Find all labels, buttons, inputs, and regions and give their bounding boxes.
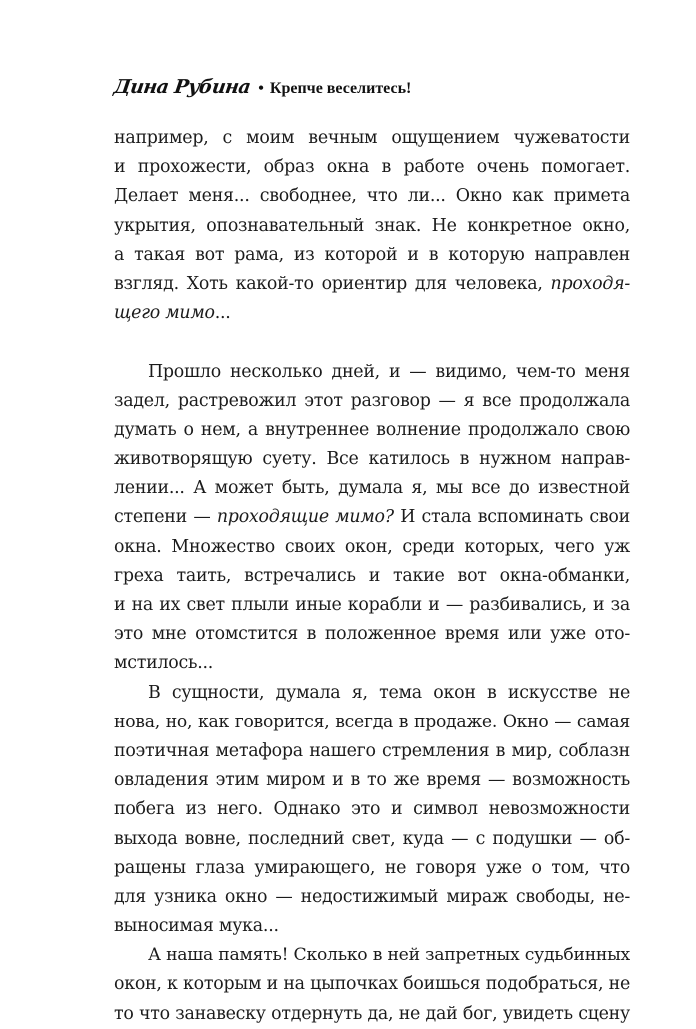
text-line: Прошло несколько дней, и — видимо, чем-то меня bbox=[148, 361, 630, 382]
body-text bbox=[114, 124, 630, 1029]
text-line: побега из него. Однако это и символ невозможности bbox=[114, 799, 630, 820]
italic-text: проходящие мимо? bbox=[216, 507, 394, 528]
text-span: ... bbox=[214, 303, 231, 324]
text-line: и прохожести, образ окна в работе очень помогает. bbox=[114, 157, 630, 178]
text-line bbox=[114, 270, 630, 299]
text-line: задел, растревожил этот разговор — я все продолжала bbox=[114, 390, 630, 411]
text-line: выхода вовне, последний свет, куда — с подушки — об- bbox=[114, 828, 630, 849]
text-line: укрытия, опознавательный знак. Не конкретное окно, bbox=[114, 215, 630, 236]
text-line: животворящую суету. Все катилось в нужном направ- bbox=[114, 449, 630, 470]
text-line: Делает меня... свободнее, что ли... Окно как примета bbox=[114, 186, 630, 207]
text-line: поэтичная метафора нашего стремления в мир, соблазн bbox=[114, 740, 630, 761]
text-line: лении... А может быть, думала я, мы все до известной bbox=[114, 478, 630, 499]
text-line bbox=[114, 503, 630, 532]
text-line: и на их свет плыли иные корабли и — разбивались, и за bbox=[114, 595, 630, 615]
text-line bbox=[114, 299, 630, 328]
text-line: греха таить, встречались и такие вот окна-обманки, bbox=[114, 565, 630, 586]
running-header bbox=[114, 76, 411, 98]
text-line: ращены глаза умирающего, не говоря уже о том, что bbox=[114, 857, 630, 878]
text-span: И стала вспоминать свои bbox=[393, 507, 630, 528]
text-span: степени — bbox=[114, 507, 217, 528]
italic-text: проходя- bbox=[550, 273, 630, 294]
header-separator: • bbox=[258, 80, 264, 97]
text-line: нова, но, как говорится, всегда в продаже. Окно — самая bbox=[114, 711, 630, 732]
text-line: овладения этим миром и в то же время — возможность bbox=[114, 770, 630, 791]
text-line: а такая вот рама, из которой и в которую направлен bbox=[114, 244, 630, 265]
text-line: то что занавеску отдернуть да, не дай бог, увидеть сцену bbox=[114, 1003, 630, 1024]
book-title: Крепче веселитесь! bbox=[269, 80, 412, 97]
section-gap bbox=[114, 328, 630, 357]
author-signature: Дина Рубина bbox=[112, 76, 252, 98]
text-span: взгляд. Хоть какой-то ориентир для человека, bbox=[114, 273, 551, 294]
italic-text: щего мимо bbox=[114, 303, 215, 324]
text-line: В сущности, думала я, тема окон в искусстве не bbox=[148, 682, 630, 703]
text-line: А наша память! Сколько в ней запретных судьбинных bbox=[148, 945, 630, 966]
text-line: например, с моим вечным ощущением чужеватости bbox=[114, 128, 630, 148]
text-line: окна. Множество своих окон, среди которых, чего уж bbox=[114, 536, 630, 557]
text-line: думать о нем, а внутреннее волнение продолжало свою bbox=[114, 419, 630, 440]
text-line: выносимая мука... bbox=[114, 916, 279, 937]
text-line: для узника окно — недостижимый мираж свободы, не- bbox=[114, 886, 630, 907]
text-line: это мне отомстится в положенное время или уже ото- bbox=[114, 624, 630, 645]
text-line: окон, к которым и на цыпочках боишься подобраться, не bbox=[114, 974, 630, 995]
text-line: мстилось... bbox=[114, 653, 214, 674]
